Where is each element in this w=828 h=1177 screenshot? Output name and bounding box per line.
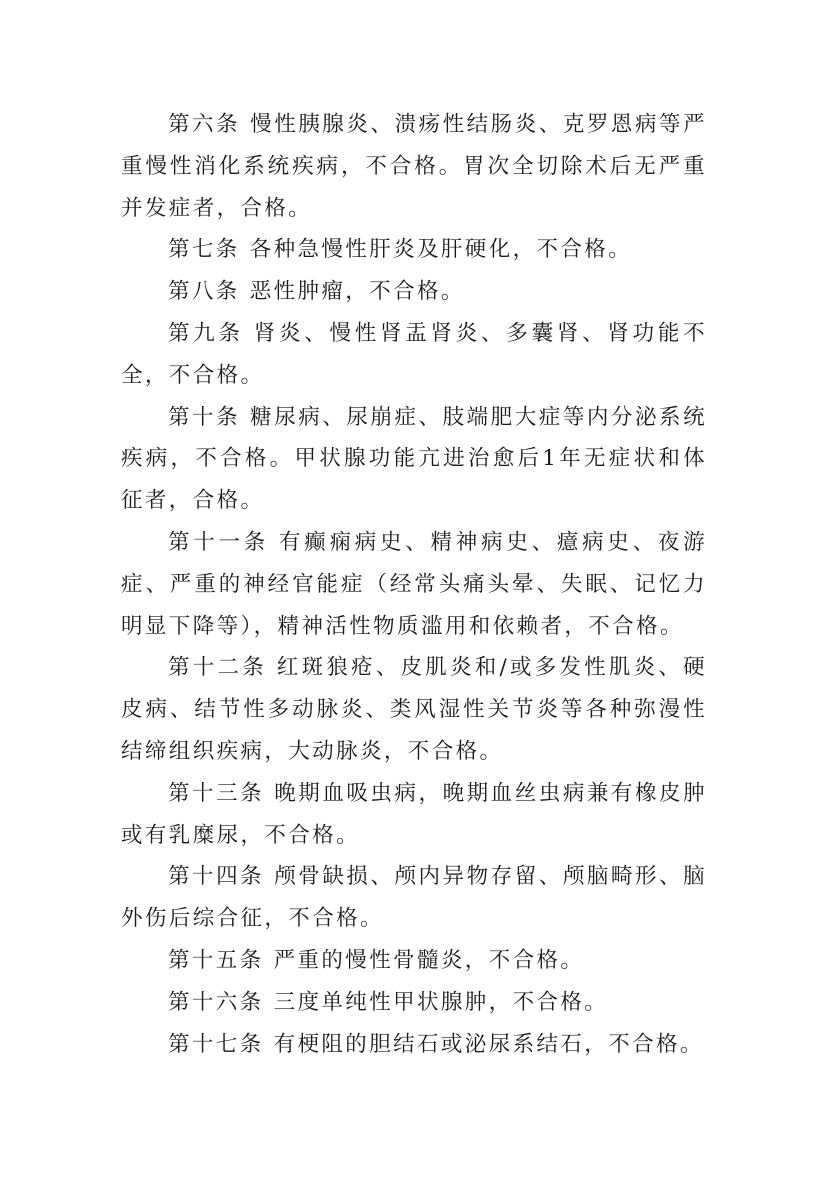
article-text: 三度单纯性甲状腺肿，不合格。: [273, 989, 609, 1015]
article-text: 有癫痫病史、精神病史、癔病史、夜游症、严重的神经官能症（经常头痛头晕、失眠、记忆力明显下降等），精神活性物质滥用和依赖者，不合格。: [121, 529, 707, 639]
article-15: [121, 940, 707, 982]
article-number: 第十五条: [168, 947, 264, 973]
article-17: [121, 1024, 707, 1066]
article-list: [121, 104, 707, 1065]
article-number: 第十一条: [168, 529, 270, 555]
article-number: 第十三条: [168, 780, 265, 806]
article-number: 第十条: [168, 404, 241, 430]
article-number: 第十七条: [168, 1031, 264, 1057]
article-14: [121, 856, 707, 940]
article-text: 严重的慢性骨髓炎，不合格。: [273, 947, 585, 973]
article-text: 恶性肿瘤，不合格。: [249, 279, 465, 305]
article-11: [121, 522, 707, 647]
article-text: 晚期血吸虫病，晚期血丝虫病兼有橡皮肿或有乳糜尿，不合格。: [121, 780, 708, 848]
article-8: [121, 271, 707, 313]
article-text: 颅骨缺损、颅内异物存留、颅脑畸形、脑外伤后综合征，不合格。: [121, 864, 708, 932]
article-text: 肾炎、慢性肾盂肾炎、多囊肾、肾功能不全，不合格。: [121, 320, 707, 388]
article-13: [121, 773, 707, 857]
article-text: 糖尿病、尿崩症、肢端肥大症等内分泌系统疾病，不合格。甲状腺功能亢进治愈后1年无症状和体征者，合格。: [121, 404, 707, 514]
article-number: 第八条: [168, 279, 240, 305]
article-number: 第十二条: [168, 655, 267, 681]
article-text: 红斑狼疮、皮肌炎和/或多发性肌炎、硬皮病、结节性多动脉炎、类风湿性关节炎等各种弥漫性结缔组织疾病，大动脉炎，不合格。: [121, 655, 707, 764]
article-6: [121, 104, 707, 229]
article-12: [121, 647, 707, 772]
article-9: [121, 313, 707, 397]
article-number: 第七条: [168, 237, 240, 263]
article-number: 第六条: [168, 112, 241, 137]
article-text: 慢性胰腺炎、溃疡性结肠炎、克罗恩病等严重慢性消化系统疾病，不合格。胃次全切除术后无严重并发症者，合格。: [121, 112, 707, 221]
article-number: 第九条: [168, 320, 244, 346]
article-text: 各种急慢性肝炎及肝硬化，不合格。: [249, 237, 633, 263]
article-text: 有梗阻的胆结石或泌尿系结石，不合格。: [273, 1031, 704, 1057]
article-16: [121, 982, 707, 1024]
article-7: [121, 229, 707, 271]
article-number: 第十四条: [168, 864, 265, 890]
article-10: [121, 397, 707, 522]
article-number: 第十六条: [168, 989, 264, 1015]
